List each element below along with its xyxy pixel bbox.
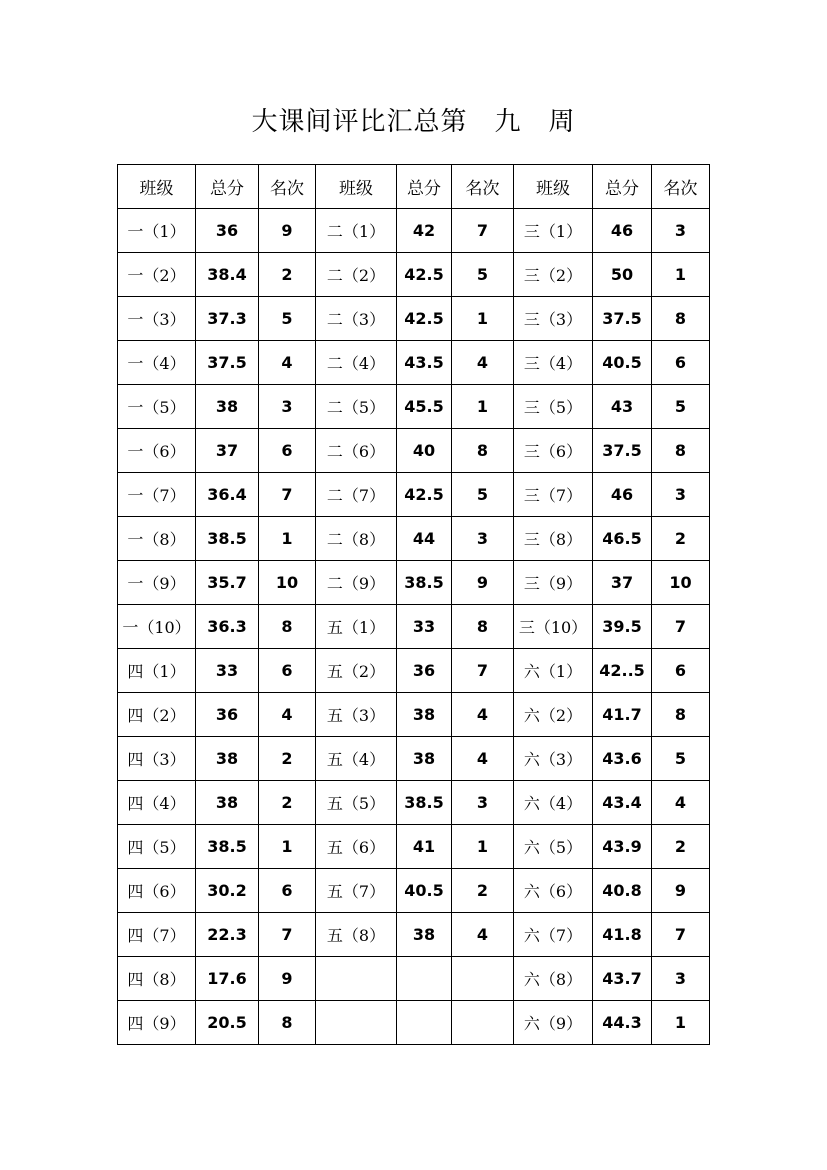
- table-row: [118, 605, 710, 649]
- cell-score: 46: [593, 209, 652, 253]
- table-row: [118, 825, 710, 869]
- cell-rank: 8: [652, 693, 710, 737]
- cell-class: 一（4）: [118, 341, 196, 385]
- header-score: 总分: [593, 165, 652, 209]
- cell-class: 四（2）: [118, 693, 196, 737]
- cell-rank: 6: [652, 649, 710, 693]
- table-row: [118, 517, 710, 561]
- cell-class: 五（2）: [316, 649, 397, 693]
- cell-score: 37: [196, 429, 259, 473]
- cell-class: 六（4）: [514, 781, 593, 825]
- table-row: [118, 429, 710, 473]
- cell-score: 43.6: [593, 737, 652, 781]
- cell-rank: 3: [652, 473, 710, 517]
- cell-rank: 6: [259, 429, 316, 473]
- cell-score: 38.5: [397, 781, 452, 825]
- cell-class: 三（8）: [514, 517, 593, 561]
- cell-score: 37.5: [593, 429, 652, 473]
- cell-score: 42.5: [397, 473, 452, 517]
- cell-rank: 8: [259, 605, 316, 649]
- cell-class: 四（3）: [118, 737, 196, 781]
- cell-rank: [452, 957, 514, 1001]
- cell-rank: 4: [652, 781, 710, 825]
- cell-score: 38.5: [397, 561, 452, 605]
- cell-rank: 3: [652, 209, 710, 253]
- cell-score: 43: [593, 385, 652, 429]
- cell-score: 42.5: [397, 253, 452, 297]
- cell-score: 20.5: [196, 1001, 259, 1045]
- cell-score: 36.4: [196, 473, 259, 517]
- cell-rank: 3: [259, 385, 316, 429]
- cell-score: 46.5: [593, 517, 652, 561]
- cell-class: 三（7）: [514, 473, 593, 517]
- cell-score: 44: [397, 517, 452, 561]
- table-body: [118, 209, 710, 1045]
- cell-score: 38: [196, 385, 259, 429]
- cell-rank: 7: [652, 913, 710, 957]
- cell-score: 22.3: [196, 913, 259, 957]
- cell-class: 六（5）: [514, 825, 593, 869]
- cell-score: 38.5: [196, 825, 259, 869]
- cell-rank: 1: [452, 825, 514, 869]
- table-row: [118, 385, 710, 429]
- cell-rank: 7: [652, 605, 710, 649]
- cell-score: 46: [593, 473, 652, 517]
- cell-class: 二（8）: [316, 517, 397, 561]
- cell-score: 37.3: [196, 297, 259, 341]
- cell-score: 40.5: [397, 869, 452, 913]
- cell-class: 六（9）: [514, 1001, 593, 1045]
- cell-rank: 1: [259, 517, 316, 561]
- cell-rank: 1: [452, 385, 514, 429]
- cell-rank: 9: [259, 957, 316, 1001]
- cell-class: 二（9）: [316, 561, 397, 605]
- header-row: [118, 165, 710, 209]
- cell-class: 五（8）: [316, 913, 397, 957]
- cell-rank: 3: [452, 517, 514, 561]
- cell-rank: 7: [452, 209, 514, 253]
- cell-class: 三（2）: [514, 253, 593, 297]
- table-row: [118, 913, 710, 957]
- cell-class: 四（7）: [118, 913, 196, 957]
- cell-rank: 9: [259, 209, 316, 253]
- cell-score: 35.7: [196, 561, 259, 605]
- cell-class: 六（6）: [514, 869, 593, 913]
- cell-rank: 3: [652, 957, 710, 1001]
- cell-class: 四（6）: [118, 869, 196, 913]
- cell-rank: 5: [452, 473, 514, 517]
- cell-class: 一（2）: [118, 253, 196, 297]
- cell-class: 一（1）: [118, 209, 196, 253]
- cell-rank: 4: [452, 693, 514, 737]
- cell-rank: 4: [452, 737, 514, 781]
- cell-rank: 2: [452, 869, 514, 913]
- cell-rank: 8: [452, 429, 514, 473]
- cell-rank: 2: [259, 253, 316, 297]
- cell-score: 44.3: [593, 1001, 652, 1045]
- header-rank: 名次: [259, 165, 316, 209]
- cell-score: 43.5: [397, 341, 452, 385]
- header-score: 总分: [196, 165, 259, 209]
- cell-score: 39.5: [593, 605, 652, 649]
- cell-score: 38: [196, 737, 259, 781]
- cell-score: 43.7: [593, 957, 652, 1001]
- table-row: [118, 957, 710, 1001]
- cell-score: 33: [196, 649, 259, 693]
- cell-rank: 9: [452, 561, 514, 605]
- cell-rank: 1: [652, 1001, 710, 1045]
- cell-class: 二（3）: [316, 297, 397, 341]
- cell-class: 三（4）: [514, 341, 593, 385]
- cell-class: [316, 957, 397, 1001]
- cell-rank: 6: [652, 341, 710, 385]
- cell-class: 六（1）: [514, 649, 593, 693]
- cell-rank: 2: [652, 517, 710, 561]
- cell-class: 六（7）: [514, 913, 593, 957]
- cell-rank: 2: [652, 825, 710, 869]
- header-class: 班级: [118, 165, 196, 209]
- cell-score: 36: [196, 693, 259, 737]
- cell-score: 17.6: [196, 957, 259, 1001]
- cell-score: 42..5: [593, 649, 652, 693]
- cell-class: 五（4）: [316, 737, 397, 781]
- cell-class: 一（5）: [118, 385, 196, 429]
- cell-rank: 5: [652, 737, 710, 781]
- cell-class: 二（5）: [316, 385, 397, 429]
- cell-class: 一（7）: [118, 473, 196, 517]
- table-row: [118, 649, 710, 693]
- cell-score: 38: [397, 913, 452, 957]
- cell-class: 二（6）: [316, 429, 397, 473]
- table-row: [118, 781, 710, 825]
- cell-rank: 7: [259, 473, 316, 517]
- cell-class: 六（3）: [514, 737, 593, 781]
- cell-score: 42: [397, 209, 452, 253]
- cell-class: 三（6）: [514, 429, 593, 473]
- cell-rank: 10: [259, 561, 316, 605]
- cell-class: 一（3）: [118, 297, 196, 341]
- cell-rank: 6: [259, 649, 316, 693]
- cell-rank: 5: [259, 297, 316, 341]
- cell-rank: 5: [652, 385, 710, 429]
- cell-class: 一（6）: [118, 429, 196, 473]
- cell-class: 三（9）: [514, 561, 593, 605]
- cell-class: [316, 1001, 397, 1045]
- cell-score: 38: [196, 781, 259, 825]
- cell-rank: 9: [652, 869, 710, 913]
- cell-class: 一（10）: [118, 605, 196, 649]
- page-title: 大课间评比汇总第 九 周: [251, 107, 576, 137]
- cell-class: 五（5）: [316, 781, 397, 825]
- cell-rank: 7: [452, 649, 514, 693]
- cell-rank: 8: [652, 429, 710, 473]
- cell-class: 五（1）: [316, 605, 397, 649]
- cell-rank: 8: [652, 297, 710, 341]
- table-row: [118, 297, 710, 341]
- cell-class: 四（4）: [118, 781, 196, 825]
- cell-class: 五（7）: [316, 869, 397, 913]
- cell-score: 40: [397, 429, 452, 473]
- summary-table: [117, 164, 710, 1045]
- table-row: [118, 253, 710, 297]
- header-rank: 名次: [652, 165, 710, 209]
- cell-rank: 6: [259, 869, 316, 913]
- cell-rank: [452, 1001, 514, 1045]
- cell-class: 三（3）: [514, 297, 593, 341]
- cell-rank: 1: [652, 253, 710, 297]
- cell-rank: 4: [259, 693, 316, 737]
- cell-rank: 5: [452, 253, 514, 297]
- cell-score: 36.3: [196, 605, 259, 649]
- cell-score: [397, 957, 452, 1001]
- cell-rank: 7: [259, 913, 316, 957]
- cell-score: 36: [397, 649, 452, 693]
- cell-rank: 10: [652, 561, 710, 605]
- table-row: [118, 473, 710, 517]
- cell-score: 30.2: [196, 869, 259, 913]
- cell-score: 42.5: [397, 297, 452, 341]
- cell-class: 五（6）: [316, 825, 397, 869]
- cell-class: 一（9）: [118, 561, 196, 605]
- cell-class: 四（8）: [118, 957, 196, 1001]
- cell-score: 40.8: [593, 869, 652, 913]
- table-row: [118, 1001, 710, 1045]
- cell-class: 二（2）: [316, 253, 397, 297]
- cell-score: 41.7: [593, 693, 652, 737]
- cell-score: 37.5: [196, 341, 259, 385]
- cell-score: 40.5: [593, 341, 652, 385]
- cell-class: 三（10）: [514, 605, 593, 649]
- header-class: 班级: [316, 165, 397, 209]
- cell-score: 45.5: [397, 385, 452, 429]
- cell-score: 38.4: [196, 253, 259, 297]
- header-class: 班级: [514, 165, 593, 209]
- cell-class: 五（3）: [316, 693, 397, 737]
- cell-class: 三（5）: [514, 385, 593, 429]
- table-row: [118, 737, 710, 781]
- header-score: 总分: [397, 165, 452, 209]
- cell-score: 38: [397, 693, 452, 737]
- cell-score: [397, 1001, 452, 1045]
- cell-class: 六（2）: [514, 693, 593, 737]
- cell-class: 一（8）: [118, 517, 196, 561]
- cell-rank: 3: [452, 781, 514, 825]
- header-rank: 名次: [452, 165, 514, 209]
- cell-score: 50: [593, 253, 652, 297]
- table-row: [118, 693, 710, 737]
- cell-rank: 8: [259, 1001, 316, 1045]
- table-row: [118, 561, 710, 605]
- cell-class: 六（8）: [514, 957, 593, 1001]
- cell-rank: 8: [452, 605, 514, 649]
- cell-class: 四（9）: [118, 1001, 196, 1045]
- cell-rank: 4: [259, 341, 316, 385]
- cell-rank: 4: [452, 913, 514, 957]
- cell-score: 38.5: [196, 517, 259, 561]
- table-row: [118, 869, 710, 913]
- cell-score: 33: [397, 605, 452, 649]
- cell-class: 四（5）: [118, 825, 196, 869]
- cell-class: 三（1）: [514, 209, 593, 253]
- cell-class: 二（4）: [316, 341, 397, 385]
- cell-class: 二（1）: [316, 209, 397, 253]
- cell-score: 37: [593, 561, 652, 605]
- cell-class: 二（7）: [316, 473, 397, 517]
- cell-score: 38: [397, 737, 452, 781]
- cell-score: 43.9: [593, 825, 652, 869]
- cell-score: 41: [397, 825, 452, 869]
- cell-score: 41.8: [593, 913, 652, 957]
- cell-class: 四（1）: [118, 649, 196, 693]
- cell-score: 37.5: [593, 297, 652, 341]
- cell-rank: 2: [259, 737, 316, 781]
- cell-rank: 1: [259, 825, 316, 869]
- cell-rank: 2: [259, 781, 316, 825]
- table-row: [118, 209, 710, 253]
- cell-score: 43.4: [593, 781, 652, 825]
- cell-rank: 4: [452, 341, 514, 385]
- cell-rank: 1: [452, 297, 514, 341]
- table-row: [118, 341, 710, 385]
- cell-score: 36: [196, 209, 259, 253]
